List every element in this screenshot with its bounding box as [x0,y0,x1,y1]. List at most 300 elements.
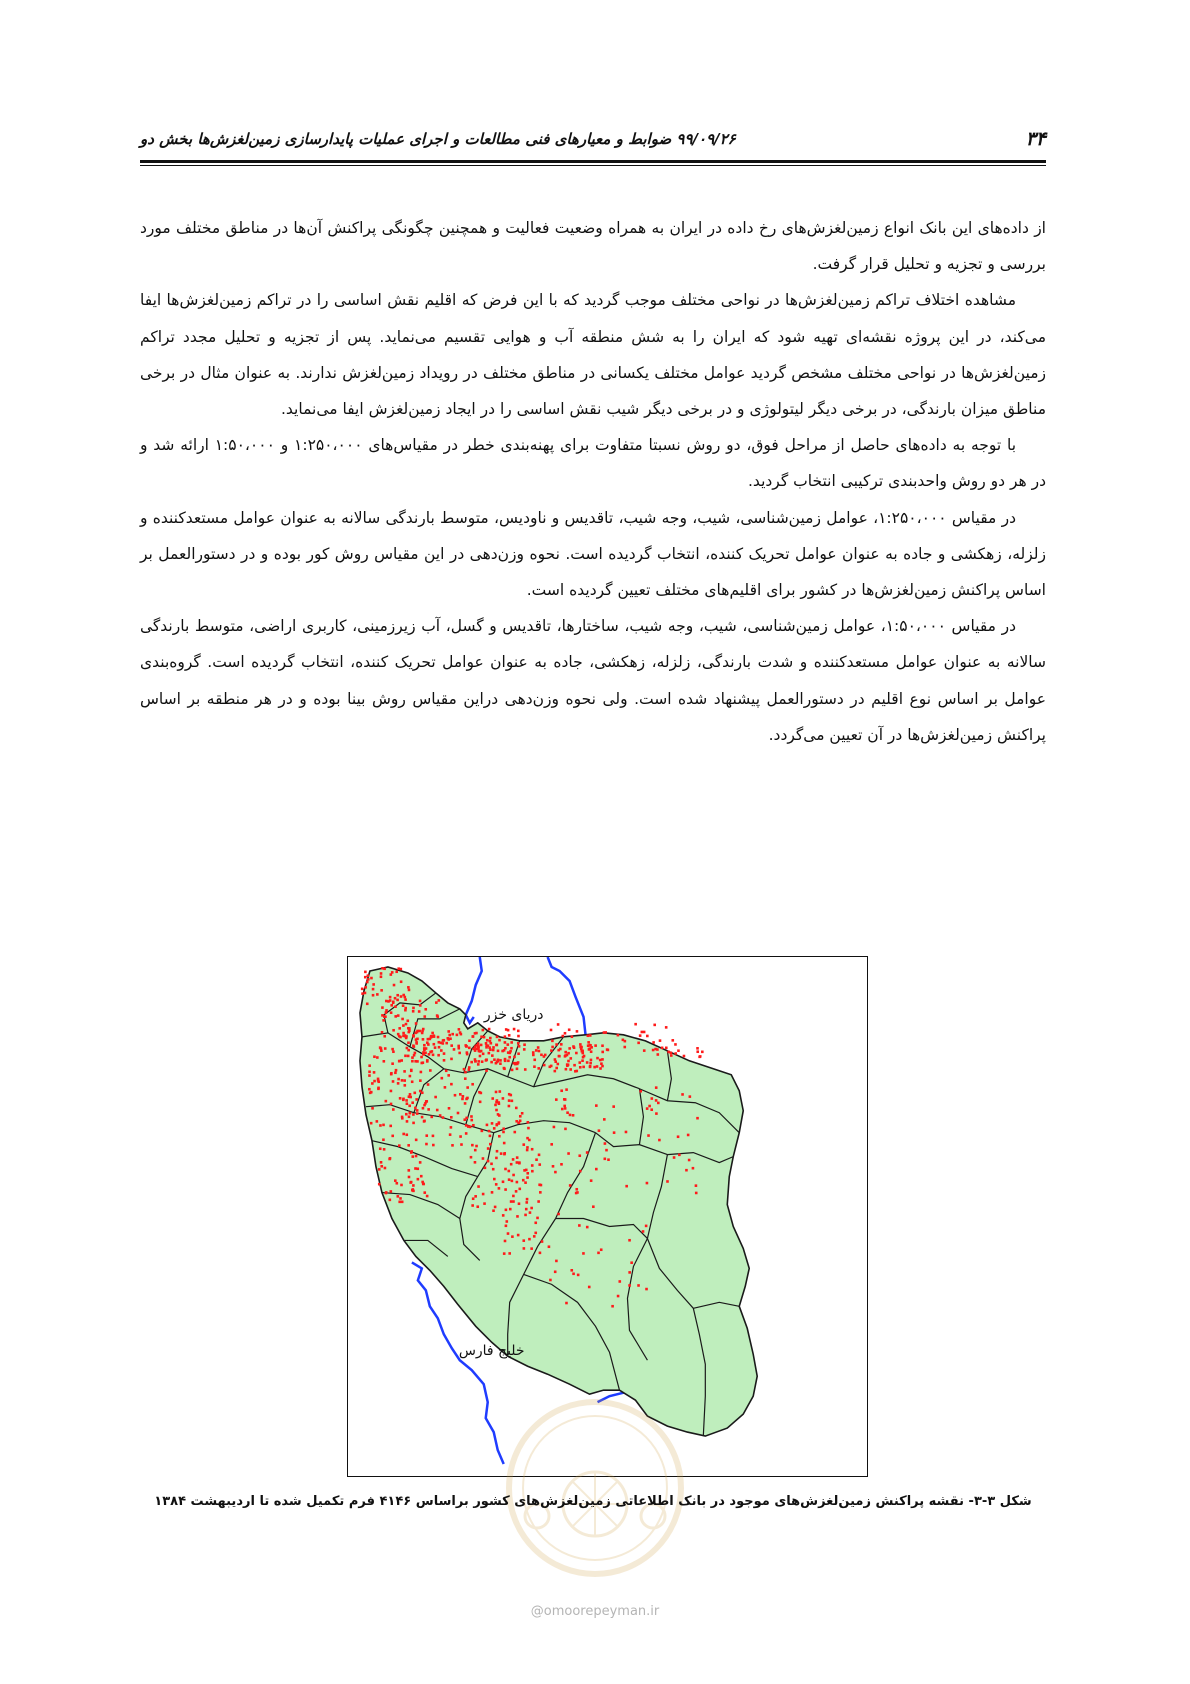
landslide-point [530,1207,533,1210]
landslide-point [426,1195,429,1198]
landslide-point [566,1111,569,1114]
landslide-point [513,1028,516,1031]
landslide-point [563,1105,566,1108]
landslide-point [507,1170,510,1173]
landslide-point [677,1049,680,1052]
landslide-point [482,1193,485,1196]
landslide-point [381,1006,384,1009]
landslide-point [513,1131,516,1134]
landslide-point [518,1188,521,1191]
landslide-point [507,1060,510,1063]
landslide-point [617,1295,620,1298]
landslide-point [510,1047,513,1050]
landslide-point [432,1054,435,1057]
landslide-point [378,1183,381,1186]
persian-gulf-label: خلیج فارس [458,1343,525,1360]
landslide-point [517,1052,520,1055]
landslide-point [380,1049,383,1052]
landslide-point [407,1041,410,1044]
landslide-point [398,1027,401,1030]
landslide-point [509,1208,512,1211]
landslide-point [642,1230,645,1233]
landslide-point [444,1086,447,1089]
landslide-point [601,1051,604,1054]
landslide-point [646,1107,649,1110]
landslide-point [522,1179,525,1182]
landslide-point [457,1045,460,1048]
landslide-point [555,1043,558,1046]
landslide-point [408,1105,411,1108]
landslide-point [537,1067,540,1070]
landslide-point [409,1093,412,1096]
landslide-point [373,1055,376,1058]
landslide-point [405,1113,408,1116]
landslide-point [447,1074,450,1077]
landslide-point [412,1113,415,1116]
landslide-point [381,967,384,970]
landslide-point [401,1018,404,1021]
landslide-point [655,1112,658,1115]
landslide-point [439,1114,442,1117]
landslide-point [516,1067,519,1070]
landslide-point [540,1184,543,1187]
landslide-point [406,1102,409,1105]
landslide-point [443,1052,446,1055]
landslide-point [512,1174,515,1177]
landslide-point [421,1116,424,1119]
landslide-point [500,1152,503,1155]
landslide-point [415,1042,418,1045]
landslide-point [564,1128,567,1131]
landslide-point [598,1129,601,1132]
landslide-point [432,1144,435,1147]
landslide-point [400,980,403,983]
landslide-point [391,1135,394,1138]
landslide-point [364,976,367,979]
landslide-point [416,1112,419,1115]
landslide-point [555,1067,558,1070]
landslide-point [492,1049,495,1052]
paragraph: مشاهده اختلاف تراکم زمین‌لغزش‌ها در نواحی مختلف موجب گردید که با این فرض که اقلیم نقش اساسی را در تراکم زمین‌لغزش‌ها ایفا می‌کند، در این پروژه نقشه‌ای تهیه شود که ایران را به شش منطقه آب و هوایی تقسیم می‌نماید. پس از تجزیه و تحلیل مجدد تراکم زمین‌لغزش‌ها در نواحی مختلف مشخص گردید عوامل مختلف یکسانی در مناطق مختلف در رویداد زمین‌لغزش ندارند. به عنوان مثال در برخی مناطق میزان بارندگی، در برخی دیگر لیتولوژی و در برخی دیگر شیب نقش اساسی را در ایجاد زمین‌لغزش ایفا می‌نماید. [140,291,1046,419]
landslide-point [457,1047,460,1050]
landslide-point [398,1144,401,1147]
landslide-point [409,1181,412,1184]
landslide-point [392,1080,395,1083]
landslide-point [505,1224,508,1227]
landslide-point [572,1045,575,1048]
landslide-point [418,1010,421,1013]
landslide-point [385,1000,388,1003]
landslide-point [578,1061,581,1064]
landslide-point [494,1206,497,1209]
landslide-point [651,1097,654,1100]
landslide-point [554,1058,557,1061]
landslide-point [450,1116,453,1119]
landslide-point [434,1096,437,1099]
landslide-point [361,992,364,995]
landslide-point [464,1077,467,1080]
landslide-point [372,983,375,986]
landslide-point [507,1232,510,1235]
landslide-point [508,1056,511,1059]
landslide-point [380,975,383,978]
landslide-point [648,1105,651,1108]
landslide-point [517,1234,520,1237]
landslide-point [517,1035,520,1038]
landslide-point [423,1191,426,1194]
landslide-point [567,1152,570,1155]
landslide-point [394,1015,397,1018]
landslide-point [678,1154,681,1157]
landslide-point [524,1181,527,1184]
landslide-point [518,1202,521,1205]
landslide-point [565,1068,568,1071]
landslide-point [502,1097,505,1100]
landslide-point [373,1071,376,1074]
landslide-point [470,1061,473,1064]
landslide-point [646,1182,649,1185]
landslide-point [368,1088,371,1091]
landslide-point [479,1101,482,1104]
landslide-point [422,1061,425,1064]
landslide-point [412,1010,415,1013]
landslide-point [645,1225,648,1228]
landslide-point [493,1058,496,1061]
landslide-point [607,1158,610,1161]
landslide-point [392,1001,395,1004]
landslide-point [447,1038,450,1041]
landslide-point [405,1023,408,1026]
landslide-point [506,1043,509,1046]
landslide-point [599,1067,602,1070]
landslide-point [475,1032,478,1035]
landslide-point [367,974,370,977]
landslide-point [491,1054,494,1057]
landslide-point [440,1049,443,1052]
landslide-point [472,1035,475,1038]
landslide-point [422,1107,425,1110]
landslide-point [498,1039,501,1042]
landslide-point [449,1133,452,1136]
landslide-point [402,1024,405,1027]
landslide-point [437,1054,440,1057]
landslide-point [653,1024,656,1027]
landslide-point [438,1046,441,1049]
landslide-point [458,1052,461,1055]
landslide-point [408,1176,411,1179]
landslide-point [470,1119,473,1122]
landslide-point [673,1156,676,1159]
landslide-point [549,1279,552,1282]
landslide-point [465,1124,468,1127]
landslide-point [398,1201,401,1204]
landslide-point [372,988,375,991]
landslide-point [397,1195,400,1198]
landslide-point [482,1053,485,1056]
landslide-point [480,1035,483,1038]
landslide-point [474,1161,477,1164]
landslide-point [531,1170,534,1173]
landslide-point [687,1134,690,1137]
landslide-point [599,1059,602,1062]
landslide-point [531,1164,534,1167]
landslide-point [696,1117,699,1120]
landslide-point [503,1252,506,1255]
landslide-point [553,1126,556,1129]
landslide-point [390,1011,393,1014]
landslide-point [517,1121,520,1124]
landslide-point [516,1181,519,1184]
landslide-point [432,1135,435,1138]
landslide-point [527,1127,530,1130]
landslide-point [422,1028,425,1031]
landslide-point [422,1038,425,1041]
landslide-point [458,1028,461,1031]
landslide-point [518,1161,521,1164]
landslide-point [380,1161,383,1164]
landslide-point [519,1115,522,1118]
landslide-point [666,1180,669,1183]
landslide-point [508,1034,511,1037]
iran-landmass [360,967,757,1436]
landslide-point [521,1112,524,1115]
landslide-point [696,1047,699,1050]
landslide-point [589,1062,592,1065]
landslide-point [563,1098,566,1101]
landslide-point [624,1040,627,1043]
landslide-point [605,1149,608,1152]
landslide-point [535,1158,538,1161]
landslide-point [565,1088,568,1091]
landslide-point [402,1035,405,1038]
page-header [140,128,1046,162]
landslide-point [485,1042,488,1045]
landslide-point [427,1108,430,1111]
landslide-point [477,1185,480,1188]
landslide-point [403,1079,406,1082]
landslide-point [600,1248,603,1251]
landslide-point [462,1095,465,1098]
landslide-point [485,1044,488,1047]
landslide-point [481,1060,484,1063]
landslide-point [391,1062,394,1065]
landslide-point [533,1059,536,1062]
landslide-point [472,1197,475,1200]
landslide-point [414,1052,417,1055]
landslide-point [488,1052,491,1055]
landslide-point [692,1167,695,1170]
landslide-point [448,1034,451,1037]
landslide-point [389,999,392,1002]
landslide-point [420,1056,423,1059]
landslide-point [510,1163,513,1166]
landslide-point [429,1069,432,1072]
landslide-point [368,1064,371,1067]
landslide-point [461,1098,464,1101]
landslide-point [560,1089,563,1092]
landslide-point [410,1151,413,1154]
landslide-point [463,1118,466,1121]
landslide-point [569,1068,572,1071]
landslide-point [489,1040,492,1043]
landslide-point [373,1080,376,1083]
landslide-point [489,1037,492,1040]
landslide-point [393,984,396,987]
landslide-point [671,1039,674,1042]
landslide-point [451,1144,454,1147]
landslide-point [586,1226,589,1229]
landslide-point [370,1122,373,1125]
landslide-point [406,1019,409,1022]
landslide-point [427,1083,430,1086]
landslide-point [543,1064,546,1067]
landslide-point [450,1044,453,1047]
landslide-point [392,1029,395,1032]
landslide-point [576,1191,579,1194]
landslide-point [413,1054,416,1057]
landslide-point [450,1126,453,1129]
landslide-point [396,994,399,997]
landslide-point [502,1131,505,1134]
landslide-point [661,1047,664,1050]
landslide-point [603,1118,606,1121]
landslide-point [427,1043,430,1046]
landslide-point [508,1252,511,1255]
landslide-point [634,1023,637,1026]
landslide-point [383,1035,386,1038]
landslide-point [464,1044,467,1047]
landslide-point [404,1055,407,1058]
caspian-sea-label: دریای خزر [483,1006,544,1023]
landslide-point [385,1191,388,1194]
landslide-point [464,1071,467,1074]
landslide-point [422,1183,425,1186]
landslide-point [482,1029,485,1032]
landslide-point [493,1127,496,1130]
landslide-point [411,1060,414,1063]
landslide-point [485,1069,488,1072]
landslide-point [557,1023,560,1026]
landslide-point [391,971,394,974]
landslide-point [508,1105,511,1108]
watermark-seal [503,1396,687,1580]
landslide-point [426,1059,429,1062]
landslide-point [526,1146,529,1149]
landslide-point [596,1057,599,1060]
landslide-point [402,994,405,997]
page-number: ۳۴ [1025,128,1046,150]
landslide-point [474,1049,477,1052]
landslide-point [394,1179,397,1182]
landslide-point [560,1043,563,1046]
landslide-point [416,1109,419,1112]
landslide-point [611,1305,614,1308]
landslide-point [601,1065,604,1068]
landslide-point [579,1043,582,1046]
landslide-point [532,1054,535,1057]
landslide-point [405,1133,408,1136]
landslide-point [511,1100,514,1103]
landslide-point [534,1232,537,1235]
landslide-point [425,1100,428,1103]
landslide-point [630,1261,633,1264]
landslide-point [535,1049,538,1052]
landslide-point [381,1031,384,1034]
landslide-point [472,1124,475,1127]
landslide-point [450,1058,453,1061]
landslide-point [442,1116,445,1119]
landslide-point [515,1190,518,1193]
landslide-point [492,1046,495,1049]
landslide-point [581,1059,584,1062]
landslide-point [475,1145,478,1148]
landslide-point [639,1034,642,1037]
landslide-point [529,1211,532,1214]
landslide-point [578,1154,581,1157]
landslide-point [554,1171,557,1174]
landslide-point [364,992,367,995]
landslide-point [551,1040,554,1043]
landslide-point [490,1163,493,1166]
landslide-point [617,1034,620,1037]
landslide-point [380,972,383,975]
landslide-point [600,1062,603,1065]
landslide-point [457,1112,460,1115]
landslide-point [497,1059,500,1062]
landslide-point [430,1036,433,1039]
landslide-point [412,1122,415,1125]
landslide-point [433,1043,436,1046]
landslide-point [525,1201,528,1204]
landslide-point [488,1130,491,1133]
landslide-point [695,1192,698,1195]
landslide-point [639,1090,642,1093]
header-rule-thin [140,165,1046,166]
landslide-point [522,1143,525,1146]
landslide-point [552,1165,555,1168]
landslide-point [411,1080,414,1083]
landslide-point [485,1059,488,1062]
landslide-point [569,1184,572,1187]
landslide-point [459,1031,462,1034]
landslide-point [674,1052,677,1055]
landslide-point [572,1272,575,1275]
landslide-point [480,1092,483,1095]
landslide-point [434,1046,437,1049]
landslide-point [385,1011,388,1014]
landslide-point [502,1180,505,1183]
landslide-point [504,1041,507,1044]
landslide-point [504,1240,507,1243]
landslide-point [370,977,373,980]
landslide-point [399,1097,402,1100]
landslide-point [550,1143,553,1146]
paragraph: در مقیاس ۱:۵۰،۰۰۰، عوامل زمین‌شناسی، شیب، وجه شیب، ساختارها، تاقدیس و گسل، آب زیرزمینی، کاربری اراضی، متوسط بارندگی سالانه به عنوان عوامل مستعدکننده و شدت بارندگی، زلزله، زهکشی، جاده به عنوان عوامل تحریک کننده، انتخاب گردیده است. گروه‌بندی عوامل بر اساس نوع اقلیم در دستورالعمل پیشنهاد شده است. ولی نحوه وزن‌دهی دراین مقیاس روش بینا بوده و در هر منطقه بر اساس پراکنش زمین‌لغزش‌ها در آن تعیین می‌گردد. [140,617,1046,744]
landslide-point [503,1049,506,1052]
landslide-point [382,1124,385,1127]
landslide-point [453,1048,456,1051]
landslide-point [647,1134,650,1137]
landslide-point [613,1131,616,1134]
landslide-point [604,1158,607,1161]
landslide-point [371,1082,374,1085]
landslide-point [527,1121,530,1124]
landslide-point [588,1286,591,1289]
landslide-point [571,1035,574,1038]
landslide-point [425,1134,428,1137]
landslide-point [383,1148,386,1151]
landslide-point [400,1184,403,1187]
